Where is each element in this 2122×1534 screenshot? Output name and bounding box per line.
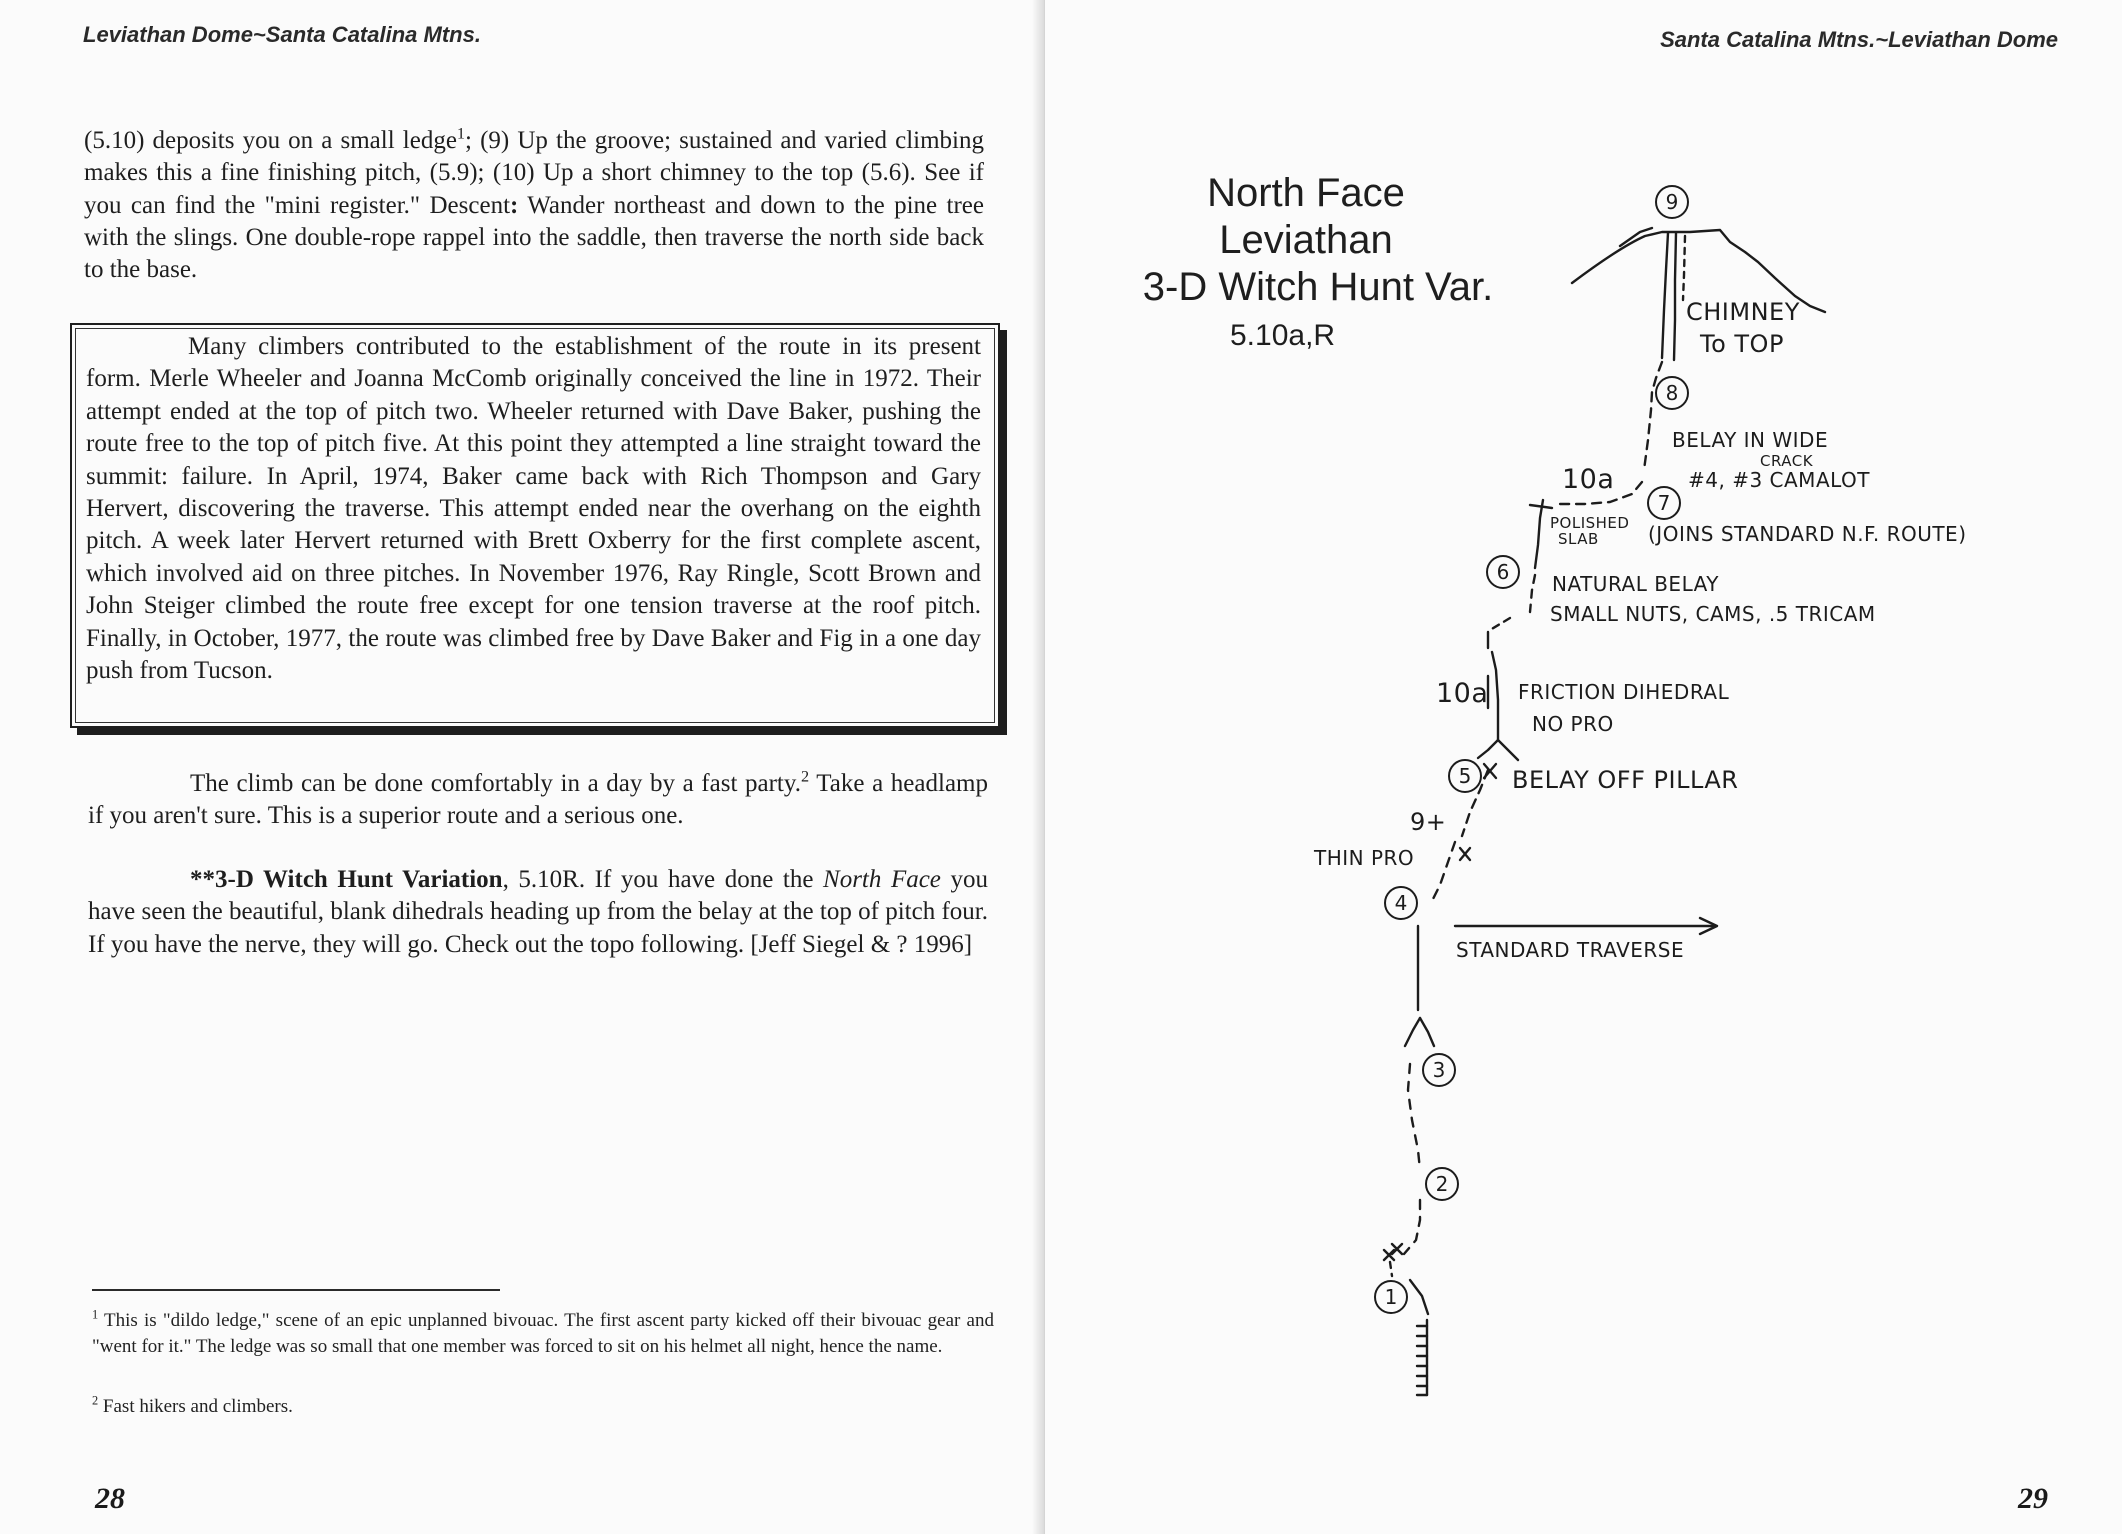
pitch-2-marker: 2	[1425, 1167, 1459, 1201]
footnote-2	[92, 1394, 994, 1420]
witch-rest: you have seen the beautiful, blank dihedrals heading up from the belay at the top of pitch four. If you have the nerve, they will go. Check out the topo following. [Jeff Siegel & ? 1996]	[88, 866, 988, 958]
history-box	[70, 323, 1000, 728]
running-head-right: Santa Catalina Mtns.~Leviathan Dome	[1660, 27, 2058, 52]
witch-hunt-heading: **3-D Witch Hunt Variation	[190, 866, 503, 893]
thin-pro-label: THIN PRO	[1314, 846, 1415, 870]
footnote-ref-1: 1	[456, 124, 466, 143]
topo-title-grade: 5.10a,R	[1230, 319, 1336, 352]
intro-lead: (5.10) deposits you on a small ledge	[84, 127, 457, 154]
pitch-7-marker: 7	[1647, 486, 1681, 520]
topo-title-line-1: North Face	[1207, 171, 1405, 215]
no-pro-label: NO PRO	[1532, 712, 1614, 736]
intro-paragraph	[84, 125, 984, 286]
climb-paragraph	[88, 768, 988, 833]
standard-traverse-label: STANDARD TRAVERSE	[1456, 938, 1685, 962]
pitch-6-line	[1530, 575, 1535, 612]
base-curve	[1410, 1280, 1428, 1314]
friction-dihedral-label: FRICTION DIHEDRAL	[1518, 680, 1730, 704]
footnote-ref-2: 2	[801, 767, 810, 786]
polished-slab-line	[1535, 500, 1543, 568]
north-face-italic: North Face	[823, 866, 941, 893]
thin-pro-line	[1430, 842, 1455, 905]
chimney-right-wall	[1674, 233, 1676, 360]
topo-title-line-3: 3-D Witch Hunt Var.	[1142, 265, 1494, 309]
camalot-label: #4, #3 CAMALOT	[1688, 468, 1871, 492]
page-number-right: 29	[2018, 1482, 2048, 1515]
small-nuts-label: SMALL NUTS, CAMS, .5 TRICAM	[1550, 602, 1876, 626]
pitch-1-line	[1390, 1262, 1392, 1276]
footnote-1-mark: 1	[92, 1307, 99, 1322]
polished-label: POLISHED	[1550, 514, 1630, 532]
footnote-2-mark: 2	[92, 1393, 99, 1408]
pitch-1-marker: 1	[1374, 1280, 1408, 1314]
history-text	[86, 331, 981, 687]
to-top-label: To TOP	[1700, 330, 1784, 358]
page-number-left: 28	[95, 1482, 125, 1515]
base-ladder-rungs	[1417, 1326, 1427, 1395]
grade-10a-mid: 10a	[1436, 678, 1489, 709]
grade-10a-top: 10a	[1562, 464, 1615, 495]
intro-after: Wander northeast and down to the pine tree with the slings. One double-rope rappel into the saddle, then traverse the north side back to the base.	[84, 191, 984, 284]
slab-label: SLAB	[1558, 530, 1599, 548]
belay-wide-label: BELAY IN WIDE	[1672, 428, 1829, 452]
footnote-1-text: This is "dildo ledge," scene of an epic unplanned bivouac. The first ascent party kicked off their bivouac gear and "went for it." The ledge was so small that one member was forced to sit on his helmet all night, hence the name.	[92, 1310, 994, 1357]
grade-9plus: 9+	[1410, 808, 1447, 836]
running-head-left: Leviathan Dome~Santa Catalina Mtns.	[83, 22, 481, 47]
chimney-label: CHIMNEY	[1686, 298, 1800, 326]
crack-label: CRACK	[1760, 452, 1814, 470]
dihedral-rock-left	[1478, 740, 1498, 758]
pitch-6-dash	[1490, 618, 1510, 630]
joins-standard-label: (JOINS STANDARD N.F. ROUTE)	[1648, 522, 1967, 546]
pitch-5-marker: 5	[1448, 759, 1482, 793]
pitch-9-marker: 9	[1655, 185, 1689, 219]
climb-text: The climb can be done comfortably in a day by a fast party.	[190, 770, 801, 797]
footnote-rule	[92, 1289, 500, 1291]
belay-off-pillar-label: BELAY OFF PILLAR	[1512, 766, 1739, 794]
pitch-4-marker: 4	[1384, 886, 1418, 920]
pitch-3-rock-left	[1405, 1018, 1420, 1046]
footnote-1	[92, 1308, 994, 1359]
topo-title-line-2: Leviathan	[1219, 218, 1393, 262]
history-body: Many climbers contributed to the establishment of the route in its present form. Merle Wheeler and Joanna McComb originally conceived the line in 1972. Their attempt ended at the top of pitch two. Wheeler returned with Dave Baker, pushing the route free to the top of pitch five. At this point they attempted a line straight toward the summit: failure. In April, 1974, Baker came back with Rich Thompson and Gary Hervert, discovering the traverse. This attempt ended near the overhang on the eighth pitch. A week later Hervert returned with Brett Oxberry for the first complete ascent, which involved aid on three pitches. In November 1976, Ray Ringle, Scott Brown and John Steiger climbed the route free except for one tension traverse at the roof pitch. Finally, in October, 1977, the route was climbed free by Dave Baker and Fig in a one day push from Tucson.	[86, 333, 981, 685]
footnote-2-text: Fast hikers and climbers.	[98, 1396, 293, 1417]
pitch-3-rock-right	[1420, 1018, 1434, 1046]
summit-ridge-left-peak	[1620, 228, 1652, 246]
intro-rest: ; (9) Up the groove; sustained and varied climbing makes this a fine finishing pitch, (5.9); (10) Up a short chimney to the top (5.6). See if you can find the "mini register." Descent	[84, 127, 984, 219]
natural-belay-label: NATURAL BELAY	[1552, 572, 1720, 596]
pitch-8-line	[1644, 362, 1662, 470]
pitch-1-x-marks	[1384, 1244, 1402, 1260]
pitch-8-marker: 8	[1655, 376, 1689, 410]
dihedral-rock-right	[1498, 740, 1518, 760]
left-page	[0, 0, 1045, 1534]
witch-after-bold: , 5.10R. If you have done the	[502, 866, 824, 893]
pitch-6-marker: 6	[1486, 555, 1520, 589]
chimney-left-wall	[1662, 233, 1668, 358]
climb-after: Take a headlamp if you aren't sure. This is a superior route and a serious one.	[88, 770, 988, 830]
friction-dihedral	[1492, 652, 1498, 740]
descent-colon: :	[510, 191, 519, 219]
pitch-3-line	[1408, 1064, 1420, 1170]
thin-pro-x	[1460, 848, 1470, 860]
pillar-x	[1484, 764, 1496, 778]
pitch-3-marker: 3	[1422, 1053, 1456, 1087]
chimney-inner	[1683, 236, 1685, 300]
witch-hunt-paragraph	[88, 864, 988, 961]
polished-slab-hash	[1530, 505, 1552, 508]
pitch-2-line	[1404, 1200, 1420, 1254]
